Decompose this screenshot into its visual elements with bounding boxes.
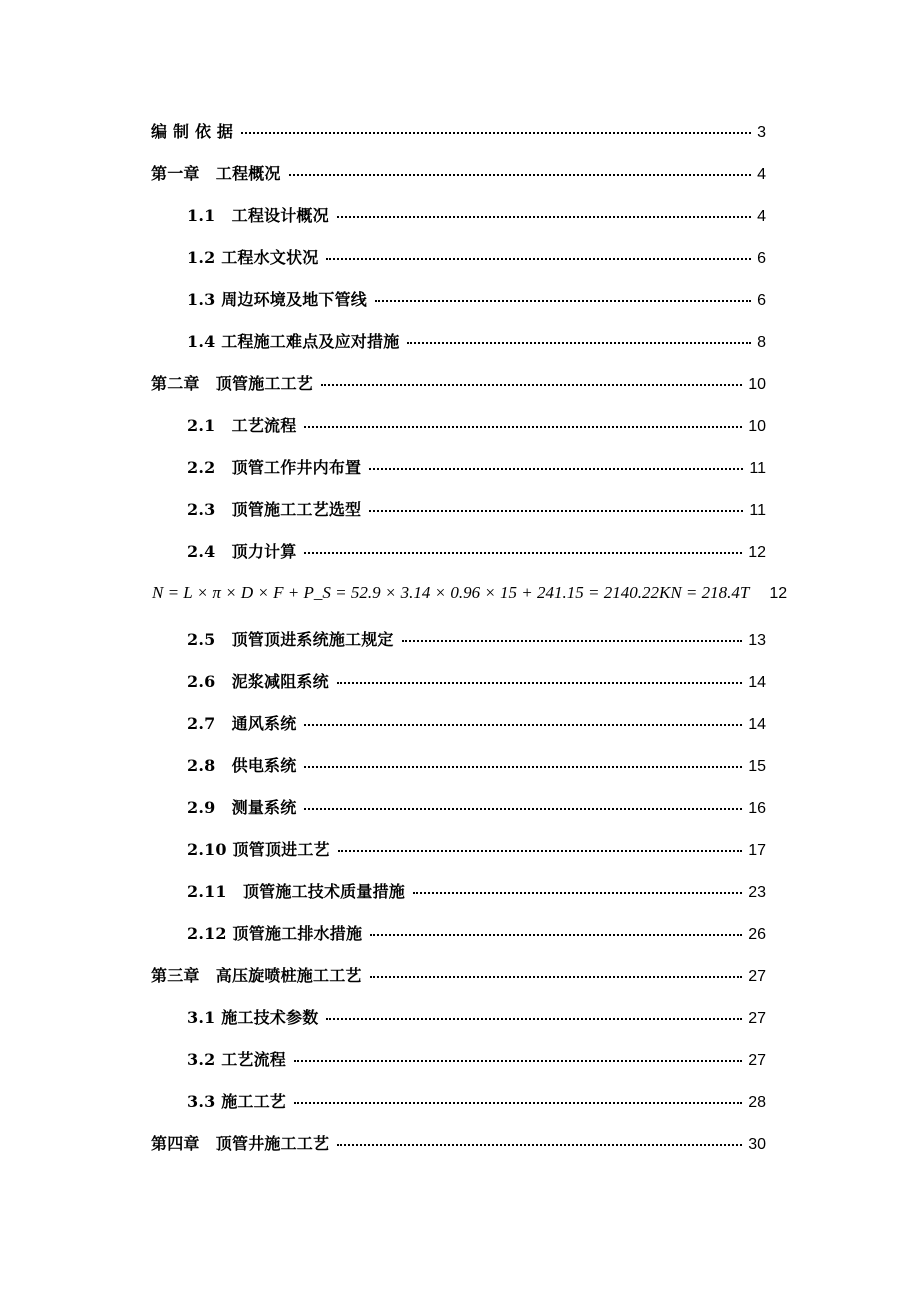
toc-entry-page: 11: [749, 502, 766, 519]
toc-entry-formula[interactable]: [152, 583, 788, 604]
dot-leader: [304, 724, 742, 726]
dot-leader: [294, 1060, 742, 1062]
toc-entry-label: 第一章 工程概况: [151, 164, 281, 183]
dot-leader: [337, 216, 751, 218]
dot-leader: [338, 850, 742, 852]
toc-entry[interactable]: [187, 416, 766, 437]
toc-entry-label: 3.2 工艺流程: [187, 1050, 287, 1069]
dot-leader: [337, 1144, 742, 1146]
dot-leader: [304, 766, 742, 768]
toc-entry-page: 26: [748, 926, 766, 943]
toc-entry-label: 编 制 依 据: [151, 122, 234, 141]
toc-entry-label: 2.11 顶管施工技术质量措施: [187, 882, 405, 901]
toc-entry-page: 11: [749, 460, 766, 477]
toc-entry-page: 10: [748, 418, 766, 435]
toc-entry[interactable]: [187, 332, 766, 353]
toc-entry[interactable]: [187, 672, 766, 693]
toc-entry-page: 8: [757, 334, 766, 351]
toc-entry-page: 16: [748, 800, 766, 817]
toc-entry-label: 2.12 顶管施工排水措施: [187, 924, 363, 943]
toc-entry-page: 4: [757, 166, 766, 183]
dot-leader: [369, 510, 743, 512]
toc-entry-label: 1.2 工程水文状况: [187, 248, 319, 267]
toc-entry[interactable]: [187, 458, 766, 479]
toc-entry-label: 2.10 顶管顶进工艺: [187, 840, 330, 859]
dot-leader: [413, 892, 742, 894]
dot-leader: [304, 426, 742, 428]
toc-entry-label: 2.2 顶管工作井内布置: [187, 458, 362, 477]
toc-entry-page: 10: [748, 376, 766, 393]
toc-entry[interactable]: [187, 290, 766, 311]
dot-leader: [294, 1102, 742, 1104]
dot-leader: [337, 682, 742, 684]
toc-entry[interactable]: [151, 1134, 766, 1155]
toc-entry[interactable]: [187, 1092, 766, 1113]
toc-entry-page: 6: [757, 250, 766, 267]
toc-entry[interactable]: [187, 924, 766, 945]
toc-entry[interactable]: [151, 374, 766, 395]
toc-entry-label: 2.1 工艺流程: [187, 416, 297, 435]
toc-entry-page: 6: [757, 292, 766, 309]
toc-entry-page: 14: [748, 674, 766, 691]
toc-entry-page: 27: [748, 1052, 766, 1069]
toc-entry-page: 28: [748, 1094, 766, 1111]
dot-leader: [289, 174, 751, 176]
dot-leader: [375, 300, 751, 302]
toc-entry[interactable]: [187, 1050, 766, 1071]
toc-entry[interactable]: [187, 500, 766, 521]
toc-entry-page: 27: [748, 968, 766, 985]
toc-entry[interactable]: [187, 840, 766, 861]
toc-entry[interactable]: [187, 206, 766, 227]
toc-entry[interactable]: [187, 1008, 766, 1029]
toc-entry[interactable]: [151, 966, 766, 987]
toc-entry-page: 12: [748, 544, 766, 561]
toc-entry[interactable]: [187, 714, 766, 735]
toc-entry-page: 30: [748, 1136, 766, 1153]
toc-entry-page: 12: [769, 585, 788, 602]
toc-entry[interactable]: [151, 164, 766, 185]
toc-entry-label: 1.1 工程设计概况: [187, 206, 329, 225]
toc-entry-label: 第三章 高压旋喷桩施工工艺: [151, 966, 362, 985]
toc-entry-label: 2.8 供电系统: [187, 756, 297, 775]
toc-entry-label: 2.4 顶力计算: [187, 542, 297, 561]
toc-entry-page: 27: [748, 1010, 766, 1027]
toc-entry-label: 1.3 周边环境及地下管线: [187, 290, 368, 309]
toc-entry-label: 3.3 施工工艺: [187, 1092, 287, 1111]
toc-entry-page: 4: [757, 208, 766, 225]
toc-entry[interactable]: [187, 756, 766, 777]
toc-entry-label: 第二章 顶管施工工艺: [151, 374, 314, 393]
toc-entry-label: 2.6 泥浆减阻系统: [187, 672, 329, 691]
toc-entry-label: 2.3 顶管施工工艺选型: [187, 500, 362, 519]
dot-leader: [370, 934, 742, 936]
toc-entry[interactable]: [187, 798, 766, 819]
dot-leader: [241, 132, 751, 134]
toc-entry-page: 3: [757, 124, 766, 141]
dot-leader: [326, 258, 751, 260]
toc-entry-label: 3.1 施工技术参数: [187, 1008, 319, 1027]
toc-entry[interactable]: [187, 630, 766, 651]
dot-leader: [304, 808, 742, 810]
toc-entry-label: 2.7 通风系统: [187, 714, 297, 733]
toc-entry-label: 第四章 顶管井施工工艺: [151, 1134, 330, 1153]
dot-leader: [326, 1018, 742, 1020]
toc-entry[interactable]: [187, 882, 766, 903]
toc-entry-label: 2.5 顶管顶进系统施工规定: [187, 630, 394, 649]
dot-leader: [369, 468, 743, 470]
toc-entry[interactable]: [187, 542, 766, 563]
toc-entry-page: 17: [748, 842, 766, 859]
toc-entry-page: 15: [748, 758, 766, 775]
dot-leader: [370, 976, 743, 978]
toc-entry-page: 14: [748, 716, 766, 733]
thrust-formula: N = L × π × D × F + P_S = 52.9 × 3.14 × 0.96 × 15 + 241.15 = 2140.22KN = 218.4T: [152, 583, 750, 602]
toc-entry-label: 2.9 测量系统: [187, 798, 297, 817]
toc-entry-label: 1.4 工程施工难点及应对措施: [187, 332, 400, 351]
toc-entry[interactable]: [151, 122, 766, 143]
toc-entry-page: 23: [748, 884, 766, 901]
dot-leader: [402, 640, 743, 642]
dot-leader: [304, 552, 742, 554]
dot-leader: [321, 384, 742, 386]
toc-entry[interactable]: [187, 248, 766, 269]
toc-entry-page: 13: [748, 632, 766, 649]
dot-leader: [407, 342, 751, 344]
